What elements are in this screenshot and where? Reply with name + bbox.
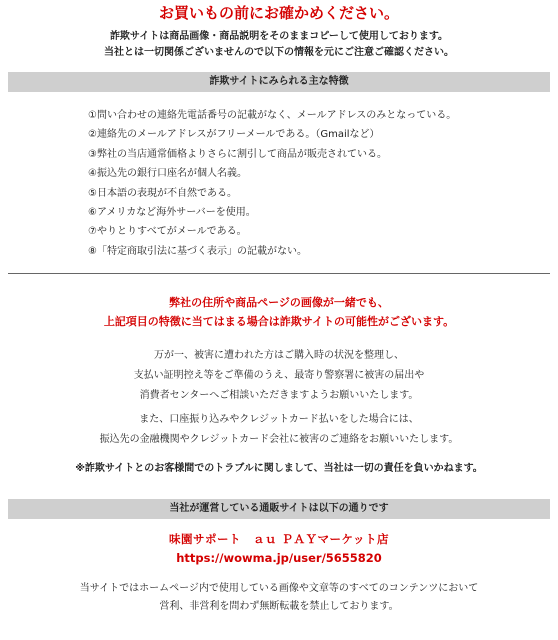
footer-line-2: 営利、非営利を問わず無断転載を禁止しております。 — [159, 601, 399, 612]
list-item: ⑧「特定商取引法に基づく表示」の記載がない。 — [88, 245, 307, 257]
footer-line-1: 当サイトではホームページ内で使用している画像や文章等のすべてのコンテンツにおいて — [79, 583, 479, 594]
warning-line-1: 弊社の住所や商品ページの画像が一緒でも、 — [169, 296, 389, 309]
intro-text — [0, 29, 558, 61]
list-item: ①問い合わせの連絡先電話番号の記載がなく、メールアドレスのみとなっている。 — [88, 110, 457, 121]
list-item: ④振込先の銀行口座名が個人名義。 — [88, 168, 247, 180]
shop-name: 味園サポート ａｕ ＰＡＹマーケット店 — [169, 532, 389, 546]
payment-advice — [0, 410, 558, 450]
footer-notice — [0, 580, 558, 616]
official-shop — [0, 530, 558, 568]
advice-line-3: 消費者センターへご相談いただきますようお願いいたします。 — [139, 390, 419, 401]
victim-advice — [0, 346, 558, 406]
warning-line-2: 上記項目の特徴に当てはまる場合は詐欺サイトの可能性がございます。 — [103, 315, 455, 328]
advice-line-1: 万が一、被害に遭われた方はご購入時の状況を整理し、 — [154, 350, 404, 361]
list-item: ⑥アメリカなど海外サーバーを使用。 — [88, 207, 256, 219]
list-item: ⑤日本語の表現が不自然である。 — [88, 187, 237, 199]
shop-url-link[interactable]: https://wowma.jp/user/5655820 — [176, 551, 382, 565]
list-item: ②連絡先のメールアドレスがフリーメールである。（Gmailなど） — [88, 129, 380, 141]
features-list — [88, 106, 528, 261]
advice-line-2: 支払い証明控え等をご準備のうえ、最寄り警察署に被害の届出や — [133, 370, 425, 381]
section-divider — [8, 273, 550, 274]
official-shop-heading-bar: 当社が運営している通販サイトは以下の通りです — [8, 499, 550, 519]
advice-line-5: 振込先の金融機関やクレジットカード会社に被害のご連絡をお願いいたします。 — [99, 434, 459, 445]
list-item: ⑦やりとりすべてがメールである。 — [88, 226, 247, 238]
intro-line-2: 当社とは一切関係ございませんので以下の情報を元にご注意ご確認ください。 — [104, 47, 454, 58]
features-heading-bar: 詐欺サイトにみられる主な特徴 — [8, 72, 550, 92]
intro-line-1: 詐欺サイトは商品画像・商品説明をそのままコピーして使用しております。 — [109, 31, 449, 42]
page-title: お買いもの前にお確かめください。 — [158, 4, 399, 22]
disclaimer-text: ※詐欺サイトとのお客様間でのトラブルに関しまして、当社は一切の責任を負いかねます。 — [75, 463, 483, 474]
list-item: ③弊社の当店通常価格よりさらに割引して商品が販売されている。 — [88, 148, 387, 160]
advice-line-4: また、口座振り込みやクレジットカード払いをした場合には、 — [139, 414, 419, 425]
warning-text — [0, 293, 558, 331]
